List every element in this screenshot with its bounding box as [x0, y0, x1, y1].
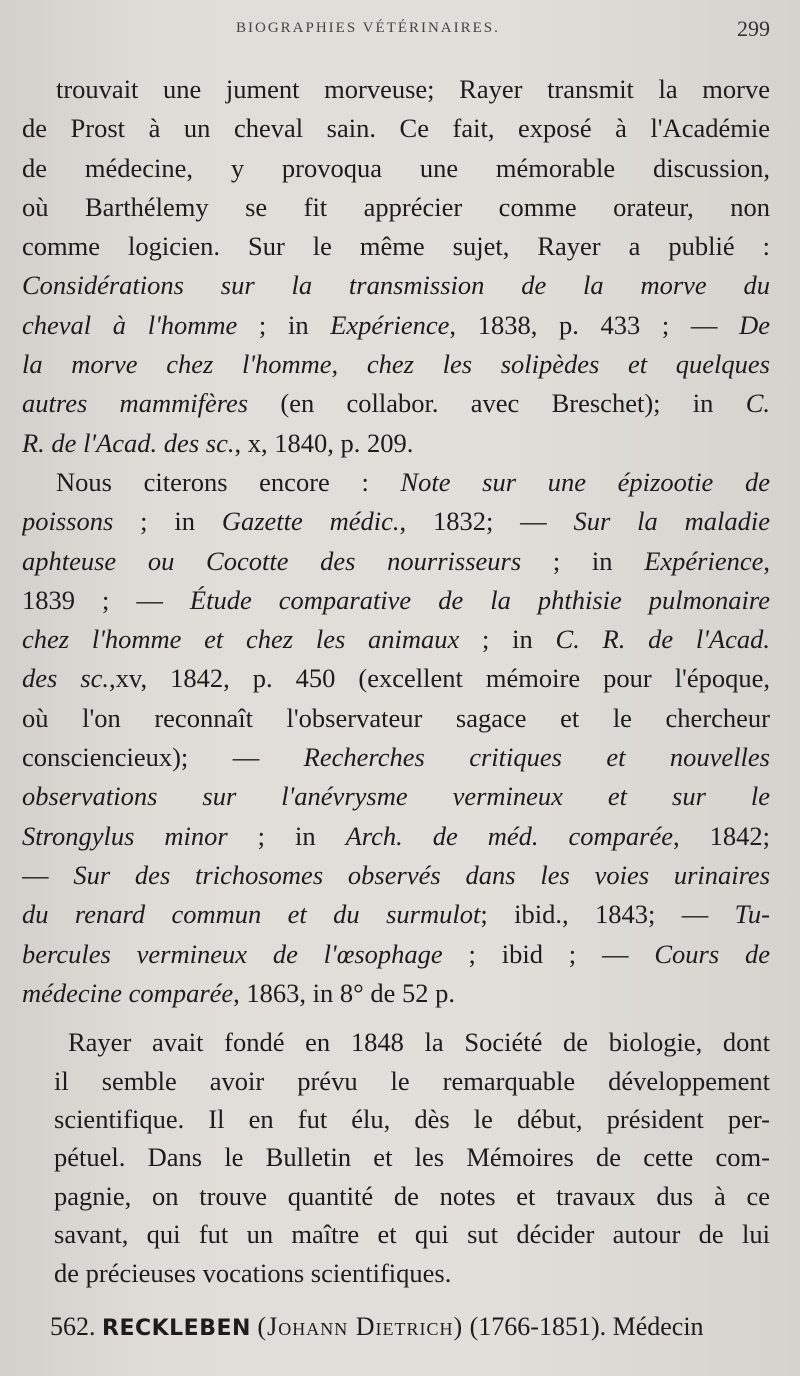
- text-line: [22, 345, 770, 384]
- running-head: BIOGRAPHIES VÉTÉRINAIRES.: [236, 20, 500, 36]
- italic-text: Gazette médic.: [221, 506, 400, 537]
- text-segment: , x, 1840, p. 209.: [234, 427, 414, 458]
- text-segment: , 1832; —: [399, 506, 574, 537]
- text-line: [22, 935, 770, 974]
- text-line: [22, 1254, 770, 1292]
- text-segment: scientifique. Il en fut élu, dès le début, président per-: [54, 1103, 770, 1134]
- italic-text: chez l'homme et chez les animaux: [22, 624, 460, 655]
- text-segment: ; ibid., 1843; —: [480, 899, 735, 930]
- text-segment: trouvait une jument morveuse; Rayer transmit la morve: [56, 74, 770, 104]
- text-line: [22, 70, 770, 109]
- italic-text: cheval à l'homme: [22, 309, 238, 340]
- italic-text: C. R. de l'Acad.: [555, 624, 770, 655]
- text-line: [22, 384, 770, 423]
- text-segment: Nous citerons encore :: [56, 466, 401, 497]
- italic-text: Recherches critiques et nouvelles: [303, 742, 770, 773]
- text-line: [22, 699, 770, 738]
- text-segment: de médecine, y provoqua une mémorable discussion,: [22, 152, 770, 183]
- text-line: [22, 974, 770, 1013]
- text-segment: —: [22, 859, 74, 890]
- text-segment: ; ibid ; —: [442, 938, 655, 969]
- text-line: [22, 856, 770, 895]
- text-line: [22, 424, 770, 463]
- italic-text: des sc.: [22, 663, 110, 694]
- text-segment: de précieuses vocations scientifiques.: [54, 1257, 452, 1288]
- biography-entry-562: [50, 1312, 750, 1342]
- text-line: [22, 895, 770, 934]
- italic-text: du renard commun et du surmulot: [22, 899, 481, 930]
- italic-text: Sur des trichosomes observés dans les voies urinaires: [73, 859, 770, 890]
- text-line: [22, 188, 770, 227]
- text-line: [22, 1062, 770, 1100]
- paragraph-citations: [22, 463, 770, 1013]
- italic-text: Arch. de méd. comparée: [345, 820, 674, 851]
- text-line: [22, 738, 770, 777]
- text-line: [22, 1023, 770, 1061]
- italic-text: la morve chez l'homme, chez les solipèdes et quelques: [22, 349, 770, 380]
- text-segment: pagnie, on trouve quantité de notes et travaux dus à ce: [54, 1180, 770, 1211]
- text-line: [22, 620, 770, 659]
- entry-number: 562.: [50, 1312, 96, 1341]
- entry-surname: RECKLEBEN: [102, 1316, 251, 1341]
- text-line: [22, 581, 770, 620]
- text-segment: ; in: [521, 545, 645, 576]
- text-line: [22, 266, 770, 305]
- page-body: [22, 70, 770, 1292]
- italic-text: poissons: [22, 506, 114, 537]
- paragraph-morve: [22, 70, 770, 463]
- italic-text: De: [739, 309, 770, 340]
- text-line: [22, 306, 770, 345]
- text-line: [22, 817, 770, 856]
- text-segment: ,xv, 1842, p. 450 (excellent mémoire pour l'époque,: [109, 663, 770, 694]
- text-segment: , 1863, in 8° de 52 p.: [233, 977, 456, 1008]
- text-segment: ; in: [459, 624, 556, 655]
- text-segment: consciencieux); —: [22, 742, 304, 773]
- text-segment: , 1838, p. 433 ; —: [449, 309, 740, 340]
- text-line: [22, 1177, 770, 1215]
- text-line: [22, 1138, 770, 1176]
- page-header: [0, 16, 800, 46]
- italic-text: Cours de: [654, 938, 770, 969]
- text-segment: pétuel. Dans le Bulletin et les Mémoires de cette com-: [54, 1142, 770, 1173]
- text-segment: (en collabor. avec Breschet); in: [248, 388, 746, 419]
- italic-text: Strongylus minor: [22, 820, 228, 851]
- text-segment: il semble avoir prévu le remarquable développement: [54, 1065, 770, 1096]
- text-line: [22, 149, 770, 188]
- italic-text: Tu-: [734, 899, 770, 930]
- text-line: [22, 502, 770, 541]
- text-line: [22, 777, 770, 816]
- text-line: [22, 542, 770, 581]
- text-line: [22, 659, 770, 698]
- text-segment: comme logicien. Sur le même sujet, Rayer a publié :: [22, 231, 770, 262]
- text-line: [22, 109, 770, 148]
- text-segment: ; in: [113, 506, 222, 537]
- italic-text: Note sur une épizootie de: [400, 466, 770, 497]
- entry-dates: (1766-1851). Médecin: [469, 1312, 704, 1341]
- text-line: [22, 463, 770, 502]
- italic-text: Expérience: [330, 309, 450, 340]
- italic-text: Étude comparative de la phthisie pulmonaire: [189, 584, 770, 615]
- paragraph-societe-biologie: [22, 1023, 770, 1292]
- text-segment: de Prost à un cheval sain. Ce fait, exposé à l'Académie: [22, 113, 770, 144]
- text-line: [22, 227, 770, 266]
- text-segment: où l'on reconnaît l'observateur sagace et le chercheur: [22, 702, 770, 733]
- text-segment: ; in: [227, 820, 346, 851]
- text-segment: savant, qui fut un maître et qui sut décider autour de lui: [54, 1219, 770, 1250]
- entry-given-names: (Johann Dietrich): [257, 1312, 464, 1341]
- italic-text: C.: [745, 388, 770, 419]
- italic-text: Expérience: [644, 545, 764, 576]
- text-segment: Rayer avait fondé en 1848 la Société de biologie, dont: [68, 1027, 770, 1058]
- text-line: [22, 1100, 770, 1138]
- text-segment: , 1842;: [673, 820, 770, 851]
- italic-text: aphteuse ou Cocotte des nourrisseurs: [22, 545, 522, 576]
- text-segment: ,: [763, 545, 770, 576]
- italic-text: médecine comparée: [22, 977, 234, 1008]
- italic-text: Considérations sur la transmission de la morve du: [22, 270, 770, 301]
- text-segment: où Barthélemy se fit apprécier comme orateur, non: [22, 191, 770, 222]
- italic-text: autres mammifères: [22, 388, 249, 419]
- text-segment: ; in: [237, 309, 331, 340]
- italic-text: R. de l'Acad. des sc.: [22, 427, 235, 458]
- italic-text: Sur la maladie: [573, 506, 770, 537]
- italic-text: bercules vermineux de l'œsophage: [22, 938, 443, 969]
- text-line: [22, 1215, 770, 1253]
- italic-text: observations sur l'anévrysme vermineux et sur le: [22, 781, 770, 812]
- text-segment: 1839 ; —: [22, 584, 190, 615]
- page-number: 299: [737, 16, 770, 41]
